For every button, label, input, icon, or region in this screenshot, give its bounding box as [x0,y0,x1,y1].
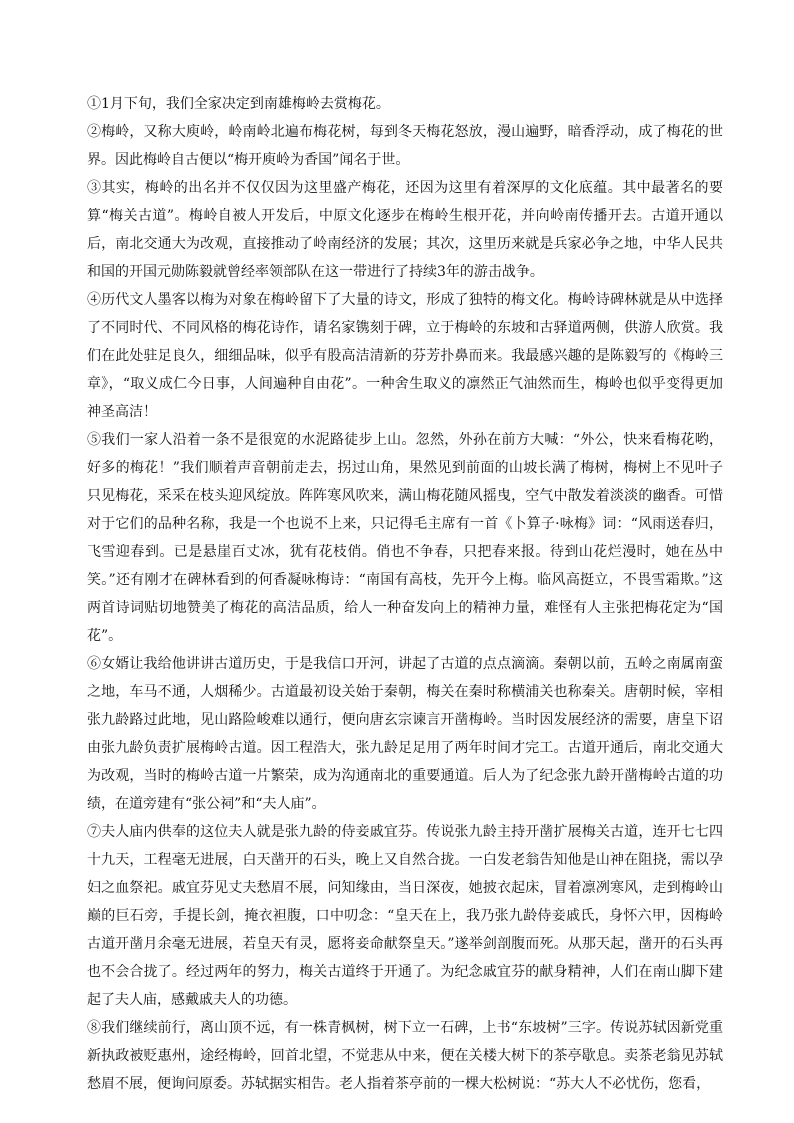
paragraph-3: ③其实，梅岭的出名并不仅仅因为这里盛产梅花，还因为这里有着深厚的文化底蕴。其中最著名的要算“梅关古道”。梅岭自被人开发后，中原文化逐步在梅岭生根开花，并向岭南传播开去。古道开通以后，南北交通大为改观，直接推动了岭南经济的发展；其次，这里历来就是兵家必争之地，中华人民共和国的开国元勋陈毅就曾经率领部队在这一带进行了持续3年的游击战争。 [87,180,723,280]
paragraph-8: ⑧我们继续前行，离山顶不远，有一株青枫树，树下立一石碑，上书“东坡树”三字。传说苏轼因新党重新执政被贬惠州，途经梅岭，回首北望，不觉悲从中来，便在关楼大树下的茶亭歇息。卖茶老翁见苏轼愁眉不展，便询问原委。苏轼据实相告。老人指着茶亭前的一棵大松树说：“苏大人不必忧伤，您看， [87,1020,723,1092]
paragraph-4: ④历代文人墨客以梅为对象在梅岭留下了大量的诗文，形成了独特的梅文化。梅岭诗碑林就是从中选择了不同时代、不同风格的梅花诗作，请名家镌刻于碑，立于梅岭的东坡和古驿道两侧，供游人欣赏。我们在此处驻足良久，细细品味，似乎有股高洁清新的芬芳扑鼻而来。我最感兴趣的是陈毅写的《梅岭三章》，“取义成仁今日事，人间遍种自由花”。一种舍生取义的凛然正气油然而生，梅岭也似乎变得更加神圣高洁！ [87,292,723,420]
document-body [87,90,723,1098]
paragraph-6: ⑥女婿让我给他讲讲古道历史，于是我信口开河，讲起了古道的点点滴滴。秦朝以前，五岭之南属南蛮之地，车马不通，人烟稀少。古道最初设关始于秦朝，梅关在秦时称横浦关也称秦关。唐朝时候，宰相张九龄路过此地，见山路险峻难以通行，便向唐玄宗谏言开凿梅岭。当时因发展经济的需要，唐皇下诏由张九龄负责扩展梅岭古道。因工程浩大，张九龄足足用了两年时间才完工。古道开通后，南北交通大为改观，当时的梅岭古道一片繁荣，成为沟通南北的重要通道。后人为了纪念张九龄开凿梅岭古道的功绩，在道旁建有“张公祠”和“夫人庙”。 [87,656,723,812]
paragraph-1: ①1月下旬，我们全家决定到南雄梅岭去赏梅花。 [87,96,390,112]
paragraph-7: ⑦夫人庙内供奉的这位夫人就是张九龄的侍妾戚宜芬。传说张九龄主持开凿扩展梅关古道，连开七七四十九天，工程毫无进展，白天凿开的石头，晚上又自然合拢。一白发老翁告知他是山神在阻挠，需以孕妇之血祭祀。戚宜芬见丈夫愁眉不展，问知缘由，当日深夜，她披衣起床，冒着凛冽寒风，走到梅岭山巅的巨石旁，手提长剑，掩衣袒腹，口中叨念：“皇天在上，我乃张九龄侍妾戚氏，身怀六甲，因梅岭古道开凿月余毫无进展，若皇天有灵，愿将妾命献祭皇天。”遂举剑剖腹而死。从那天起，凿开的石头再也不会合拢了。经过两年的努力，梅关古道终于开通了。为纪念戚宜芬的献身精神，人们在南山脚下建起了夫人庙，感戴戚夫人的功德。 [87,824,723,1008]
paragraph-5: ⑤我们一家人沿着一条不是很宽的水泥路徒步上山。忽然，外孙在前方大喊：“外公，快来看梅花哟，好多的梅花！”我们顺着声音朝前走去，拐过山角，果然见到前面的山坡长满了梅树，梅树上不见叶子只见梅花，采采在枝头迎风绽放。阵阵寒风吹来，满山梅花随风摇曳，空气中散发着淡淡的幽香。可惜对于它们的品种名称，我是一个也说不上来，只记得毛主席有一首《卜算子·咏梅》词：“风雨送春归，飞雪迎春到。已是悬崖百丈冰，犹有花枝俏。俏也不争春，只把春来报。待到山花烂漫时，她在丛中笑。”还有刚才在碑林看到的何香凝咏梅诗：“南国有高枝，先开今上梅。临风高挺立，不畏雪霜欺。”这两首诗词贴切地赞美了梅花的高洁品质，给人一种奋发向上的精神力量，难怪有人主张把梅花定为“国花”。 [87,432,723,644]
paragraph-2: ②梅岭，又称大庾岭，岭南岭北遍布梅花树，每到冬天梅花怒放，漫山遍野，暗香浮动，成了梅花的世界。因此梅岭自古便以“梅开庾岭为香国”闻名于世。 [87,124,723,168]
